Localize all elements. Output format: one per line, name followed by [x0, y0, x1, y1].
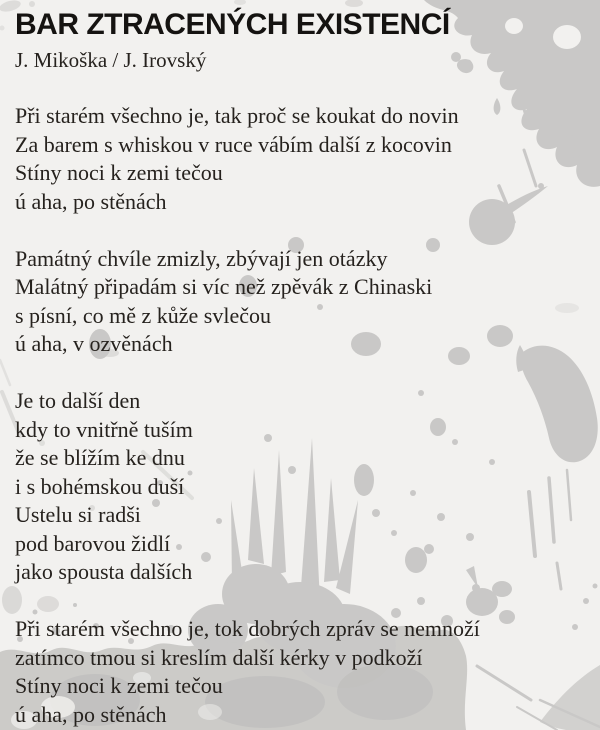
lyric-line: ú aha, po stěnách — [15, 701, 167, 727]
stanza-2 — [15, 245, 600, 359]
lyric-line: Je to další den — [15, 388, 141, 413]
lyric-line: Malátný připadám si víc než zpěvák z Chinaski — [15, 274, 433, 299]
lyric-line: že se blížím ke dnu — [15, 445, 185, 470]
lyric-line: Za barem s whiskou v ruce vábím další z kocovin — [15, 131, 452, 157]
lyric-line: s písní, co mě z kůže svlečou — [15, 302, 271, 328]
lyric-line: ú aha, po stěnách — [15, 188, 167, 214]
lyric-line: Stíny noci k zemi tečou — [15, 160, 223, 185]
lyric-line: Stíny noci k zemi tečou — [15, 673, 223, 698]
page-title: BAR ZTRACENÝCH EXISTENCÍ — [15, 8, 450, 41]
lyric-line: Ustelu si radši — [15, 502, 141, 527]
lyric-line: Při starém všechno je, tak proč se koukat do novin — [15, 103, 459, 128]
lyric-line: Při starém všechno je, tok dobrých zpráv se nemnoží — [15, 616, 480, 641]
lyric-line: jako spousta dalších — [15, 559, 193, 584]
lyric-line: i s bohémskou duší — [15, 473, 185, 499]
stanza-3 — [15, 387, 600, 587]
lyric-line: ú aha, v ozvěnách — [15, 331, 173, 356]
lyric-line: pod barovou židlí — [15, 530, 171, 556]
stanza-4 — [15, 615, 600, 729]
lyric-line: kdy to vnitřně tuším — [15, 416, 193, 442]
lyrics-content — [15, 8, 600, 729]
lyric-line: zatímco tmou si kreslím další kérky v podkoží — [15, 644, 423, 670]
authors-credit: J. Mikoška / J. Irovský — [15, 48, 207, 72]
stanza-1 — [15, 102, 600, 216]
lyric-line: Památný chvíle zmizly, zbývají jen otázky — [15, 245, 388, 271]
